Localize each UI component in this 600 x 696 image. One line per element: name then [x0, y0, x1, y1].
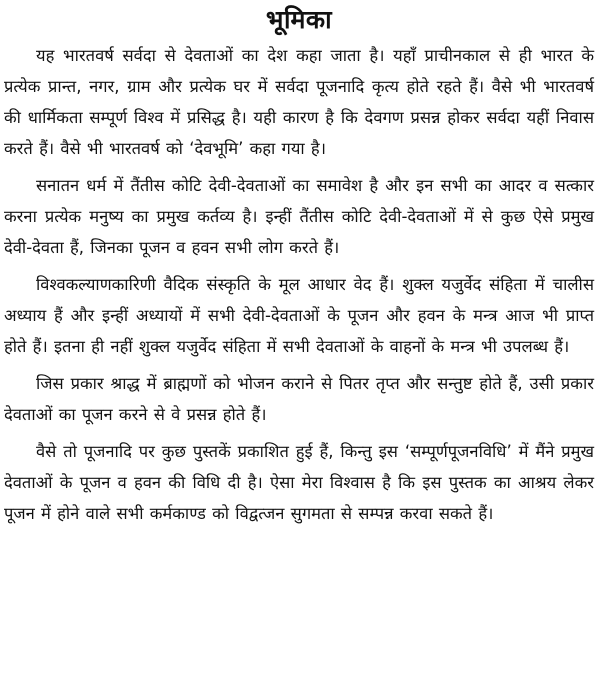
- page-title: भूमिका: [265, 5, 333, 34]
- paragraph-4: जिस प्रकार श्राद्ध में ब्राह्मणों को भोजन कराने से पितर तृप्त और सन्तुष्ट होते हैं, उसी प्रकार देवताओं का पूजन करने से वे प्रसन्न होते हैं।: [4, 374, 594, 424]
- paragraph-1: यह भारतवर्ष सर्वदा से देवताओं का देश कहा जाता है। यहाँ प्राचीनकाल से ही भारत के प्रत्येक प्रान्त, नगर, ग्राम और प्रत्येक घर में सर्वदा पूजनादि कृत्य होते रहते हैं। वैसे भी भारतवर्ष की धार्मिकता सम्पूर्ण विश्व में प्रसिद्ध है। यही कारण है कि देवगण प्रसन्न होकर सर्वदा यहीं निवास करते हैं। वैसे भी भारतवर्ष को ‘देवभूमि’ कहा गया है।: [4, 46, 594, 158]
- paragraph-5: वैसे तो पूजनादि पर कुछ पुस्तकें प्रकाशित हुई हैं, किन्तु इस ‘सम्पूर्णपूजनविधि’ में मैंने प्रमुख देवताओं के पूजन व हवन की विधि दी है। ऐसा मेरा विश्वास है कि इस पुस्तक का आश्रय लेकर पूजन में होने वाले सभी कर्मकाण्ड को विद्वत्जन सुगमता से सम्पन्न करवा सकते हैं।: [4, 442, 594, 523]
- paragraph-2: सनातन धर्म में तैंतीस कोटि देवी-देवताओं का समावेश है और इन सभी का आदर व सत्कार करना प्रत्येक मनुष्य का प्रमुख कर्तव्य है। इन्हीं तैंतीस कोटि देवी-देवताओं में से कुछ ऐसे प्रमुख देवी-देवता हैं, जिनका पूजन व हवन सभी लोग करते हैं।: [4, 176, 594, 257]
- paragraph-3: विश्वकल्याणकारिणी वैदिक संस्कृति के मूल आधार वेद हैं। शुक्ल यजुर्वेद संहिता में चालीस अध्याय हैं और इन्हीं अध्यायों में सभी देवी-देवताओं के पूजन और हवन के मन्त्र आज भी प्राप्त होते हैं। इतना ही नहीं शुक्ल यजुर्वेद संहिता में सभी देवताओं के वाहनों के मन्त्र भी उपलब्ध हैं।: [4, 275, 594, 356]
